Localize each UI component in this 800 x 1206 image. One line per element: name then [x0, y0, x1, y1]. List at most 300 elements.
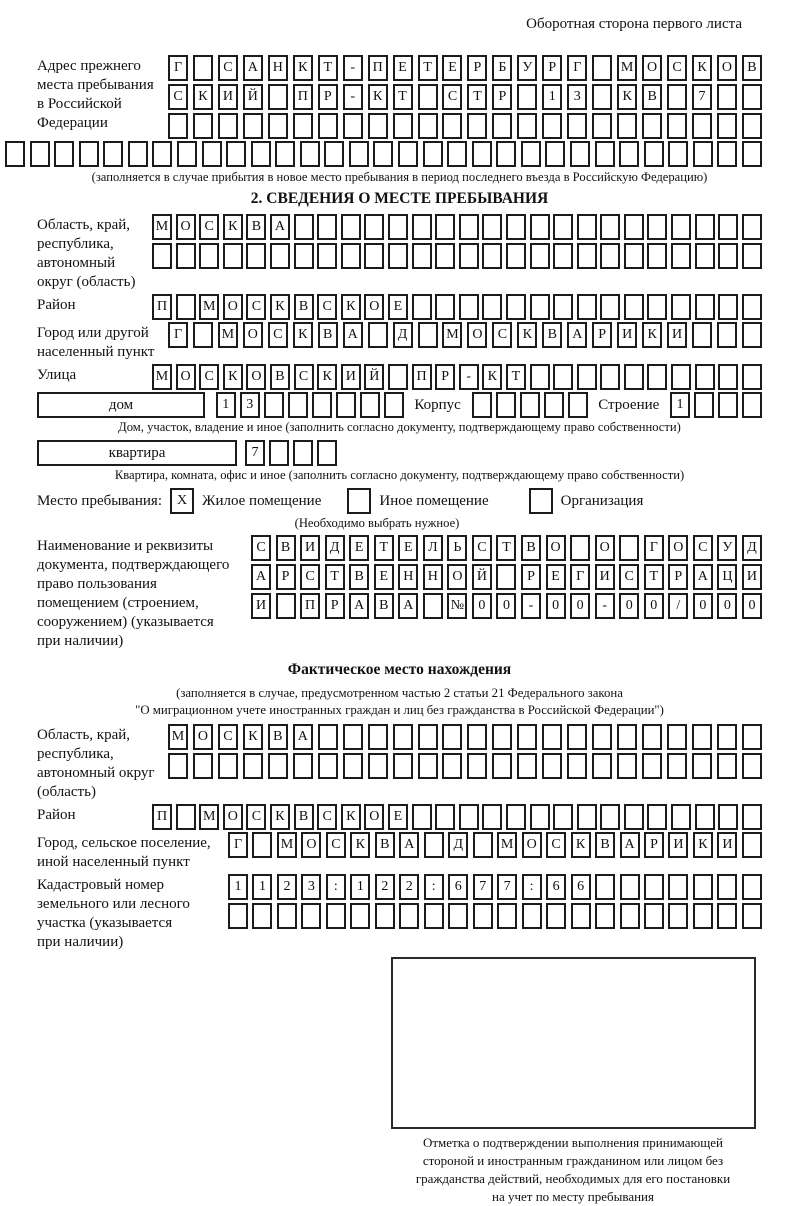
char-cell[interactable]	[692, 113, 712, 139]
char-cell[interactable]: О	[467, 322, 487, 348]
char-cell[interactable]: 1	[350, 874, 370, 900]
char-cell[interactable]	[742, 753, 762, 779]
char-cell[interactable]: С	[168, 84, 188, 110]
char-cell[interactable]: В	[276, 535, 296, 561]
char-cell[interactable]	[293, 753, 313, 779]
char-cell[interactable]	[423, 141, 443, 167]
char-cell[interactable]: 0	[644, 593, 664, 619]
char-cell[interactable]	[459, 214, 479, 240]
prev-address-row-4-full[interactable]	[5, 141, 762, 167]
char-cell[interactable]	[620, 874, 640, 900]
char-cell[interactable]: В	[742, 55, 762, 81]
char-cell[interactable]	[343, 113, 363, 139]
char-cell[interactable]: А	[270, 214, 290, 240]
char-cell[interactable]: М	[277, 832, 297, 858]
char-cell[interactable]: 0	[619, 593, 639, 619]
char-cell[interactable]	[667, 84, 687, 110]
char-cell[interactable]	[717, 113, 737, 139]
char-cell[interactable]: №	[447, 593, 467, 619]
char-cell[interactable]: -	[343, 55, 363, 81]
char-cell[interactable]: О	[642, 55, 662, 81]
char-cell[interactable]	[176, 243, 196, 269]
char-cell[interactable]	[667, 724, 687, 750]
char-cell[interactable]: В	[268, 724, 288, 750]
char-cell[interactable]: 1	[228, 874, 248, 900]
char-cell[interactable]	[624, 294, 644, 320]
char-cell[interactable]	[301, 903, 321, 929]
char-cell[interactable]	[251, 141, 271, 167]
char-cell[interactable]	[5, 141, 25, 167]
char-cell[interactable]: 1	[216, 392, 236, 418]
char-cell[interactable]	[336, 392, 356, 418]
char-cell[interactable]: Т	[325, 564, 345, 590]
actual-region-row-2[interactable]	[168, 753, 762, 779]
char-cell[interactable]: 2	[399, 874, 419, 900]
char-cell[interactable]: Г	[168, 55, 188, 81]
char-cell[interactable]	[592, 113, 612, 139]
char-cell[interactable]: В	[318, 322, 338, 348]
char-cell[interactable]	[742, 392, 762, 418]
char-cell[interactable]: 1	[542, 84, 562, 110]
char-cell[interactable]: О	[193, 724, 213, 750]
char-cell[interactable]	[442, 724, 462, 750]
char-cell[interactable]	[695, 364, 715, 390]
char-cell[interactable]	[252, 832, 272, 858]
char-cell[interactable]: Р	[435, 364, 455, 390]
char-cell[interactable]: П	[300, 593, 320, 619]
char-cell[interactable]: А	[399, 832, 419, 858]
char-cell[interactable]: 3	[301, 874, 321, 900]
char-cell[interactable]: Е	[388, 294, 408, 320]
char-cell[interactable]	[695, 804, 715, 830]
char-cell[interactable]	[647, 364, 667, 390]
char-cell[interactable]: К	[693, 832, 713, 858]
char-cell[interactable]	[592, 753, 612, 779]
char-cell[interactable]	[435, 294, 455, 320]
char-cell[interactable]	[388, 364, 408, 390]
char-cell[interactable]: И	[717, 832, 737, 858]
char-cell[interactable]: Е	[398, 535, 418, 561]
char-cell[interactable]: П	[152, 804, 172, 830]
char-cell[interactable]	[388, 243, 408, 269]
char-cell[interactable]	[459, 804, 479, 830]
char-cell[interactable]: С	[317, 294, 337, 320]
char-cell[interactable]: О	[717, 55, 737, 81]
char-cell[interactable]: -	[343, 84, 363, 110]
char-cell[interactable]	[517, 113, 537, 139]
char-cell[interactable]	[644, 141, 664, 167]
char-cell[interactable]: Д	[393, 322, 413, 348]
char-cell[interactable]: И	[617, 322, 637, 348]
char-cell[interactable]	[567, 113, 587, 139]
document-row-1[interactable]	[251, 535, 762, 561]
char-cell[interactable]	[202, 141, 222, 167]
char-cell[interactable]: 0	[496, 593, 516, 619]
char-cell[interactable]	[717, 724, 737, 750]
char-cell[interactable]: О	[522, 832, 542, 858]
char-cell[interactable]: Т	[467, 84, 487, 110]
char-cell[interactable]	[496, 564, 516, 590]
char-cell[interactable]	[482, 214, 502, 240]
stay-option-residential-checkbox[interactable]: X	[170, 488, 194, 514]
char-cell[interactable]: П	[412, 364, 432, 390]
char-cell[interactable]: А	[343, 322, 363, 348]
char-cell[interactable]	[577, 243, 597, 269]
char-cell[interactable]	[718, 392, 738, 418]
char-cell[interactable]	[492, 753, 512, 779]
char-cell[interactable]	[312, 392, 332, 418]
char-cell[interactable]: 0	[693, 593, 713, 619]
char-cell[interactable]	[226, 141, 246, 167]
char-cell[interactable]: О	[243, 322, 263, 348]
char-cell[interactable]	[642, 753, 662, 779]
char-cell[interactable]: К	[293, 55, 313, 81]
char-cell[interactable]: 0	[717, 593, 737, 619]
prev-address-row-3[interactable]	[168, 113, 762, 139]
char-cell[interactable]	[692, 322, 712, 348]
char-cell[interactable]	[742, 214, 762, 240]
char-cell[interactable]	[530, 243, 550, 269]
char-cell[interactable]	[742, 903, 762, 929]
char-cell[interactable]	[695, 243, 715, 269]
char-cell[interactable]	[742, 141, 762, 167]
char-cell[interactable]	[506, 243, 526, 269]
char-cell[interactable]	[692, 724, 712, 750]
char-cell[interactable]	[642, 113, 662, 139]
char-cell[interactable]	[472, 392, 492, 418]
char-cell[interactable]: В	[375, 832, 395, 858]
char-cell[interactable]	[506, 294, 526, 320]
char-cell[interactable]: К	[293, 322, 313, 348]
char-cell[interactable]	[270, 243, 290, 269]
char-cell[interactable]	[318, 113, 338, 139]
char-cell[interactable]	[742, 243, 762, 269]
char-cell[interactable]	[620, 903, 640, 929]
char-cell[interactable]: -	[521, 593, 541, 619]
char-cell[interactable]: К	[317, 364, 337, 390]
actual-city-row[interactable]	[228, 832, 762, 858]
char-cell[interactable]: К	[692, 55, 712, 81]
char-cell[interactable]	[152, 243, 172, 269]
char-cell[interactable]	[553, 214, 573, 240]
char-cell[interactable]: Т	[644, 564, 664, 590]
char-cell[interactable]	[492, 113, 512, 139]
char-cell[interactable]: И	[595, 564, 615, 590]
char-cell[interactable]: О	[364, 804, 384, 830]
char-cell[interactable]	[418, 84, 438, 110]
char-cell[interactable]	[364, 243, 384, 269]
char-cell[interactable]: С	[246, 294, 266, 320]
char-cell[interactable]	[517, 724, 537, 750]
char-cell[interactable]: К	[482, 364, 502, 390]
char-cell[interactable]	[577, 364, 597, 390]
char-cell[interactable]: О	[301, 832, 321, 858]
char-cell[interactable]	[553, 804, 573, 830]
char-cell[interactable]	[530, 294, 550, 320]
char-cell[interactable]	[742, 113, 762, 139]
char-cell[interactable]	[668, 141, 688, 167]
char-cell[interactable]	[577, 804, 597, 830]
char-cell[interactable]	[423, 593, 443, 619]
char-cell[interactable]: 1	[252, 874, 272, 900]
char-cell[interactable]: С	[619, 564, 639, 590]
char-cell[interactable]	[693, 903, 713, 929]
char-cell[interactable]	[294, 214, 314, 240]
char-cell[interactable]	[54, 141, 74, 167]
char-cell[interactable]	[567, 753, 587, 779]
char-cell[interactable]: О	[546, 535, 566, 561]
char-cell[interactable]: К	[341, 804, 361, 830]
char-cell[interactable]	[343, 724, 363, 750]
char-cell[interactable]	[341, 214, 361, 240]
char-cell[interactable]: К	[243, 724, 263, 750]
char-cell[interactable]: -	[595, 593, 615, 619]
char-cell[interactable]: К	[617, 84, 637, 110]
char-cell[interactable]	[435, 214, 455, 240]
stay-option-organization-checkbox[interactable]	[529, 488, 553, 514]
char-cell[interactable]: С	[667, 55, 687, 81]
char-cell[interactable]	[399, 903, 419, 929]
char-cell[interactable]: Г	[644, 535, 664, 561]
char-cell[interactable]: У	[717, 535, 737, 561]
char-cell[interactable]: И	[218, 84, 238, 110]
char-cell[interactable]: С	[246, 804, 266, 830]
char-cell[interactable]: В	[294, 294, 314, 320]
char-cell[interactable]	[317, 214, 337, 240]
char-cell[interactable]	[718, 243, 738, 269]
char-cell[interactable]: Р	[467, 55, 487, 81]
char-cell[interactable]: А	[251, 564, 271, 590]
char-cell[interactable]: С	[294, 364, 314, 390]
char-cell[interactable]	[742, 804, 762, 830]
char-cell[interactable]: С	[693, 535, 713, 561]
char-cell[interactable]: 1	[670, 392, 690, 418]
char-cell[interactable]	[742, 364, 762, 390]
char-cell[interactable]	[553, 364, 573, 390]
char-cell[interactable]	[268, 84, 288, 110]
char-cell[interactable]	[375, 903, 395, 929]
char-cell[interactable]: К	[368, 84, 388, 110]
char-cell[interactable]	[522, 903, 542, 929]
char-cell[interactable]: Н	[423, 564, 443, 590]
char-cell[interactable]: В	[270, 364, 290, 390]
char-cell[interactable]: В	[642, 84, 662, 110]
char-cell[interactable]: Н	[268, 55, 288, 81]
char-cell[interactable]	[168, 113, 188, 139]
char-cell[interactable]: С	[442, 84, 462, 110]
char-cell[interactable]	[448, 903, 468, 929]
char-cell[interactable]	[418, 322, 438, 348]
char-cell[interactable]: А	[398, 593, 418, 619]
char-cell[interactable]	[482, 243, 502, 269]
char-cell[interactable]	[742, 832, 762, 858]
char-cell[interactable]: К	[223, 364, 243, 390]
char-cell[interactable]: С	[472, 535, 492, 561]
char-cell[interactable]	[252, 903, 272, 929]
char-cell[interactable]: В	[349, 564, 369, 590]
char-cell[interactable]: М	[199, 804, 219, 830]
char-cell[interactable]	[368, 322, 388, 348]
char-cell[interactable]: В	[246, 214, 266, 240]
char-cell[interactable]	[695, 294, 715, 320]
char-cell[interactable]	[269, 440, 289, 466]
char-cell[interactable]: С	[326, 832, 346, 858]
char-cell[interactable]	[176, 294, 196, 320]
char-cell[interactable]	[412, 214, 432, 240]
char-cell[interactable]: Е	[388, 804, 408, 830]
city-row[interactable]	[168, 322, 762, 348]
char-cell[interactable]	[570, 141, 590, 167]
char-cell[interactable]: 2	[277, 874, 297, 900]
char-cell[interactable]: 7	[692, 84, 712, 110]
char-cell[interactable]	[368, 113, 388, 139]
char-cell[interactable]	[600, 804, 620, 830]
char-cell[interactable]	[592, 55, 612, 81]
char-cell[interactable]: И	[341, 364, 361, 390]
char-cell[interactable]: С	[199, 214, 219, 240]
char-cell[interactable]	[218, 753, 238, 779]
char-cell[interactable]: О	[223, 294, 243, 320]
char-cell[interactable]	[717, 874, 737, 900]
char-cell[interactable]	[592, 84, 612, 110]
char-cell[interactable]: О	[246, 364, 266, 390]
char-cell[interactable]	[600, 294, 620, 320]
char-cell[interactable]: -	[459, 364, 479, 390]
char-cell[interactable]: Т	[393, 84, 413, 110]
char-cell[interactable]	[667, 113, 687, 139]
char-cell[interactable]	[168, 753, 188, 779]
char-cell[interactable]	[243, 113, 263, 139]
char-cell[interactable]	[595, 141, 615, 167]
char-cell[interactable]	[360, 392, 380, 418]
char-cell[interactable]	[193, 113, 213, 139]
char-cell[interactable]: А	[620, 832, 640, 858]
char-cell[interactable]	[442, 113, 462, 139]
char-cell[interactable]	[317, 440, 337, 466]
char-cell[interactable]	[368, 753, 388, 779]
char-cell[interactable]: Т	[496, 535, 516, 561]
char-cell[interactable]	[228, 903, 248, 929]
char-cell[interactable]	[717, 753, 737, 779]
char-cell[interactable]	[517, 84, 537, 110]
char-cell[interactable]	[717, 903, 737, 929]
char-cell[interactable]: 0	[570, 593, 590, 619]
char-cell[interactable]: К	[571, 832, 591, 858]
char-cell[interactable]: А	[693, 564, 713, 590]
char-cell[interactable]	[193, 753, 213, 779]
char-cell[interactable]: О	[176, 214, 196, 240]
street-row[interactable]	[152, 364, 762, 390]
char-cell[interactable]	[570, 535, 590, 561]
char-cell[interactable]	[553, 294, 573, 320]
char-cell[interactable]	[506, 214, 526, 240]
char-cell[interactable]	[644, 903, 664, 929]
char-cell[interactable]	[530, 804, 550, 830]
char-cell[interactable]	[624, 804, 644, 830]
char-cell[interactable]	[412, 294, 432, 320]
char-cell[interactable]	[393, 113, 413, 139]
char-cell[interactable]: :	[326, 874, 346, 900]
char-cell[interactable]	[343, 753, 363, 779]
char-cell[interactable]: 0	[546, 593, 566, 619]
char-cell[interactable]: Д	[448, 832, 468, 858]
char-cell[interactable]	[193, 322, 213, 348]
char-cell[interactable]	[517, 753, 537, 779]
char-cell[interactable]	[506, 804, 526, 830]
prev-address-row-2[interactable]	[168, 84, 762, 110]
char-cell[interactable]	[324, 141, 344, 167]
char-cell[interactable]	[742, 724, 762, 750]
char-cell[interactable]	[418, 113, 438, 139]
char-cell[interactable]	[482, 804, 502, 830]
char-cell[interactable]	[341, 243, 361, 269]
char-cell[interactable]: Р	[542, 55, 562, 81]
char-cell[interactable]: И	[251, 593, 271, 619]
char-cell[interactable]: 7	[497, 874, 517, 900]
char-cell[interactable]: Е	[374, 564, 394, 590]
char-cell[interactable]	[671, 243, 691, 269]
char-cell[interactable]	[442, 753, 462, 779]
char-cell[interactable]: Н	[398, 564, 418, 590]
char-cell[interactable]	[103, 141, 123, 167]
char-cell[interactable]: Р	[592, 322, 612, 348]
char-cell[interactable]: У	[517, 55, 537, 81]
char-cell[interactable]	[152, 141, 172, 167]
char-cell[interactable]: 6	[571, 874, 591, 900]
char-cell[interactable]: Ц	[717, 564, 737, 590]
char-cell[interactable]	[467, 724, 487, 750]
char-cell[interactable]	[521, 141, 541, 167]
char-cell[interactable]	[447, 141, 467, 167]
char-cell[interactable]: М	[199, 294, 219, 320]
char-cell[interactable]: С	[546, 832, 566, 858]
char-cell[interactable]	[472, 141, 492, 167]
char-cell[interactable]	[349, 141, 369, 167]
char-cell[interactable]	[223, 243, 243, 269]
char-cell[interactable]	[393, 753, 413, 779]
char-cell[interactable]: Г	[567, 55, 587, 81]
char-cell[interactable]	[275, 141, 295, 167]
char-cell[interactable]: С	[492, 322, 512, 348]
char-cell[interactable]	[368, 724, 388, 750]
char-cell[interactable]	[288, 392, 308, 418]
char-cell[interactable]	[671, 294, 691, 320]
char-cell[interactable]	[520, 392, 540, 418]
char-cell[interactable]	[617, 113, 637, 139]
actual-region-row-1[interactable]	[168, 724, 762, 750]
char-cell[interactable]	[79, 141, 99, 167]
char-cell[interactable]	[424, 903, 444, 929]
char-cell[interactable]	[647, 243, 667, 269]
apartment-number-cells[interactable]	[245, 440, 337, 466]
char-cell[interactable]	[600, 243, 620, 269]
char-cell[interactable]: О	[176, 364, 196, 390]
char-cell[interactable]: М	[617, 55, 637, 81]
char-cell[interactable]	[694, 392, 714, 418]
char-cell[interactable]: П	[368, 55, 388, 81]
char-cell[interactable]	[459, 294, 479, 320]
char-cell[interactable]: Р	[521, 564, 541, 590]
region-row-1[interactable]	[152, 214, 762, 240]
char-cell[interactable]	[128, 141, 148, 167]
char-cell[interactable]: Р	[668, 564, 688, 590]
char-cell[interactable]: В	[374, 593, 394, 619]
char-cell[interactable]	[742, 874, 762, 900]
cadastral-row-1[interactable]	[228, 874, 762, 900]
char-cell[interactable]	[742, 294, 762, 320]
char-cell[interactable]: К	[270, 804, 290, 830]
stay-option-other-checkbox[interactable]	[347, 488, 371, 514]
